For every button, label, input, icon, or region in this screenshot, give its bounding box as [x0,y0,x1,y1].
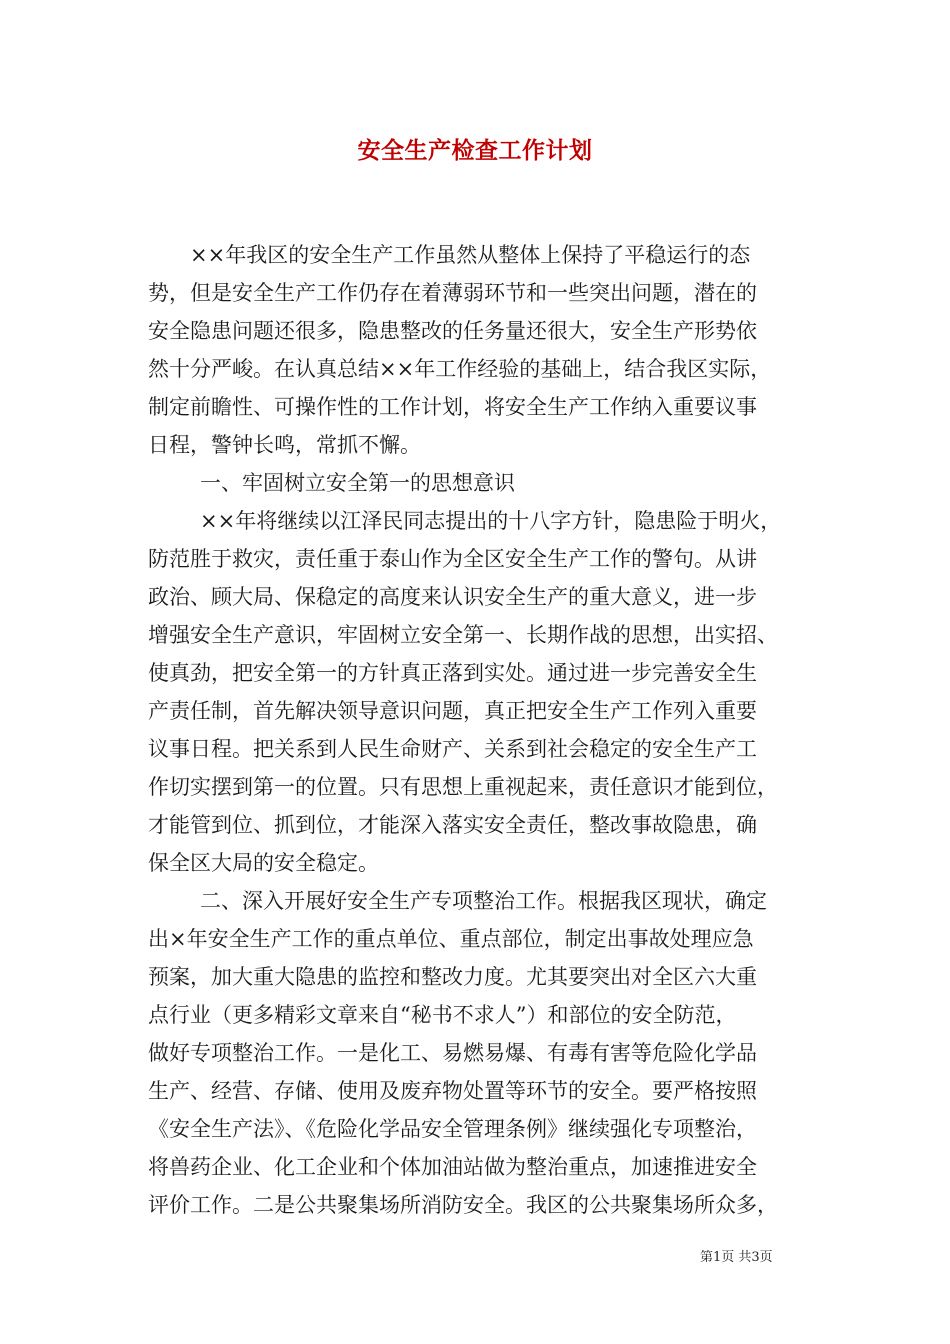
body-line: 将兽药企业、化工企业和个体加油站做为整治重点，加速推进安全 [148,1155,757,1179]
body-line: ××年我区的安全生产工作虽然从整体上保持了平稳运行的态 [190,243,751,267]
body-line: 势，但是安全生产工作仍存在着薄弱环节和一些突出问题，潜在的 [148,281,757,305]
body-line: ××年将继续以江泽民同志提出的十八字方针，隐患险于明火， [200,509,782,533]
body-line: 《安全生产法》、《危险化学品安全管理条例》继续强化专项整治， [148,1117,757,1141]
body-line: 政治、顾大局、保稳定的高度来认识安全生产的重大意义，进一步 [148,585,757,609]
body-line: 出×年安全生产工作的重点单位、重点部位，制定出事故处理应急 [148,927,754,951]
body-line: 做好专项整治工作。一是化工、易燃易爆、有毒有害等危险化学品 [148,1041,757,1065]
body-line: 评价工作。二是公共聚集场所消防安全。我区的公共聚集场所众多， [148,1193,778,1217]
body-line: 作切实摆到第一的位置。只有思想上重视起来，责任意识才能到位， [148,775,778,799]
section-heading: 一、牢固树立安全第一的思想意识 [200,471,515,495]
body-line: 产责任制，首先解决领导意识问题，真正把安全生产工作列入重要 [148,699,757,723]
body-line: 防范胜于救灾，责任重于泰山作为全区安全生产工作的警句。从讲 [148,547,757,571]
section-heading: 二、深入开展好安全生产专项整治工作。根据我区现状，确定 [200,889,767,913]
body-line: 制定前瞻性、可操作性的工作计划，将安全生产工作纳入重要议事 [148,395,757,419]
body-line: 议事日程。把关系到人民生命财产、关系到社会稳定的安全生产工 [148,737,757,761]
body-line: 日程，警钟长鸣，常抓不懈。 [148,433,421,457]
body-line: 预案，加大重大隐患的监控和整改力度。尤其要突出对全区六大重 [148,965,757,989]
body-line: 点行业（更多精彩文章来自“秘书不求人”）和部位的安全防范， [148,1003,737,1027]
body-line: 生产、经营、存储、使用及废弃物处置等环节的安全。要严格按照 [148,1079,757,1103]
document-title: 安全生产检查工作计划 [357,137,593,164]
body-line: 安全隐患问题还很多，隐患整改的任务量还很大，安全生产形势依 [148,319,757,343]
body-line: 增强安全生产意识，牢固树立安全第一、长期作战的思想，出实招、 [148,623,778,647]
body-line: 保全区大局的安全稳定。 [148,851,379,875]
body-line: 然十分严峻。在认真总结××年工作经验的基础上，结合我区实际， [148,357,772,381]
page-number: 第1页 共3页 [700,1250,773,1265]
body-line: 才能管到位、抓到位，才能深入落实安全责任，整改事故隐患，确 [148,813,757,837]
body-line: 使真劲，把安全第一的方针真正落到实处。通过进一步完善安全生 [148,661,757,685]
